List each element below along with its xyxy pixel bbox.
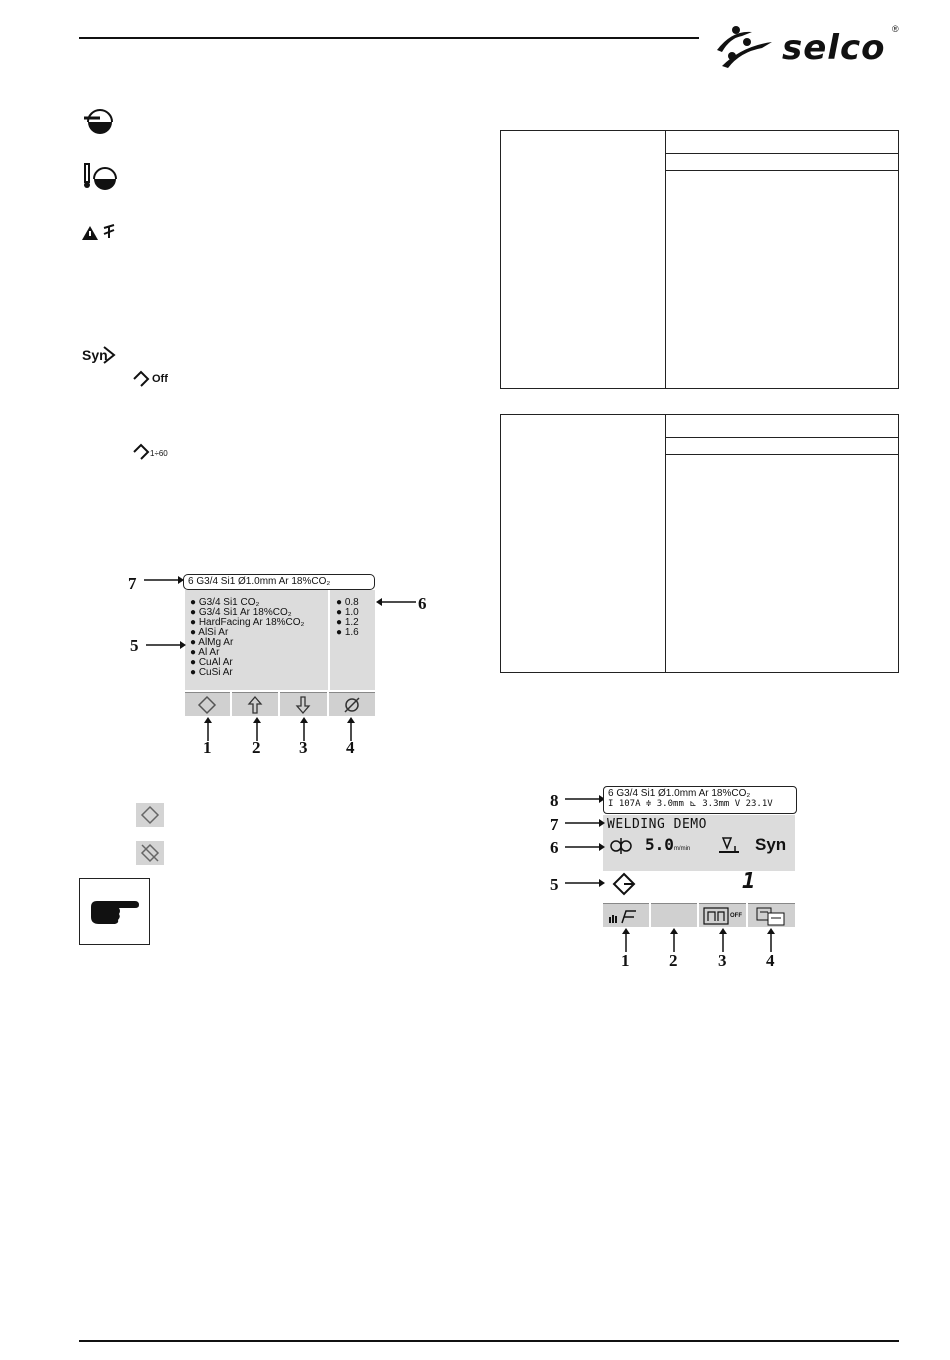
material-item: ● AlMg Ar	[190, 637, 234, 648]
material-item: ● Al Ar	[190, 647, 220, 658]
callout-5: 5	[130, 636, 139, 655]
callout-arrow-icon	[146, 639, 186, 651]
synergy-diamond-icon	[612, 872, 636, 896]
screen2-header	[603, 786, 797, 814]
syn-indicator: Syn	[755, 835, 787, 854]
syn-label: Syn	[82, 347, 108, 363]
coolant-temperature-icon	[82, 161, 118, 191]
wire-speed-value: 5.0m/min	[645, 835, 691, 854]
callout-arrow-icon	[565, 793, 605, 805]
diameter-item: ● 1.6	[336, 627, 359, 638]
selco-logo	[712, 22, 912, 72]
callout-5: 5	[550, 875, 559, 894]
callout-2: 2	[669, 951, 678, 970]
warning-fan-icon	[80, 222, 120, 244]
synergy-diamond-icon	[132, 443, 150, 463]
screen2-header-line2: I 107A ≑ 3.0mm ⊾ 3.3mm V 23.1V	[608, 799, 773, 809]
screen2-header-line1: 6 G3/4 Si1 Ø1.0mm Ar 18%CO₂	[608, 788, 751, 799]
off-tag: OFF	[730, 913, 742, 919]
logo-registered: ®	[892, 24, 899, 34]
softkey-diameter[interactable]	[329, 692, 375, 716]
softkey-up[interactable]	[232, 692, 278, 716]
synergy-off-item	[132, 370, 192, 390]
cancel-key-icon	[136, 841, 164, 865]
callout-arrow-icon	[376, 596, 416, 608]
setup-screens-icon	[756, 906, 786, 926]
footer-rule	[79, 1340, 899, 1342]
callout-arrow-icon	[668, 928, 680, 952]
program-title: WELDING DEMO	[607, 817, 707, 832]
callout-4: 4	[766, 951, 775, 970]
screen1-header-text: 6 G3/4 Si1 Ø1.0mm Ar 18%CO₂	[188, 576, 331, 587]
callout-3: 3	[299, 738, 308, 757]
diamond-enter-icon	[197, 695, 217, 715]
screen1-header	[183, 574, 375, 590]
callout-arrow-icon	[565, 877, 605, 889]
synergy-range-item	[132, 443, 192, 463]
callout-3: 3	[718, 951, 727, 970]
softkey-process[interactable]	[603, 903, 649, 927]
callout-arrow-icon	[765, 928, 777, 952]
callout-arrow-icon	[620, 928, 632, 952]
material-item: ● CuAl Ar	[190, 657, 233, 668]
callout-7: 7	[128, 574, 137, 593]
diameter-item: ● 0.8	[336, 597, 359, 608]
softkey-confirm[interactable]	[185, 692, 230, 716]
diameter-item: ● 1.0	[336, 607, 359, 618]
table-2-row-line	[665, 454, 899, 455]
table-1-row-line	[665, 153, 899, 154]
callout-arrow-icon	[565, 841, 605, 853]
callout-7: 7	[550, 815, 559, 834]
pointing-hand-icon	[89, 897, 141, 927]
material-item: ● CuSi Ar	[190, 667, 233, 678]
table-2	[500, 414, 899, 673]
logo-text: selco	[782, 28, 886, 68]
callout-8: 8	[550, 791, 559, 810]
off-label: Off	[152, 373, 168, 385]
pulse-icon	[703, 907, 729, 925]
synergy-icon	[82, 345, 118, 369]
softkey-empty[interactable]	[651, 903, 697, 927]
arrow-down-icon	[295, 695, 311, 715]
diameter-item: ● 1.2	[336, 617, 359, 628]
callout-6: 6	[418, 594, 427, 613]
material-item: ● HardFacing Ar 18%CO₂	[190, 617, 305, 628]
callout-1: 1	[203, 738, 212, 757]
header-rule	[79, 37, 699, 39]
callout-arrow-icon	[717, 928, 729, 952]
note-box	[79, 878, 150, 945]
torch-height-icon	[717, 836, 741, 854]
material-item: ● G3/4 Si1 Ar 18%CO₂	[190, 607, 292, 618]
callout-1: 1	[621, 951, 630, 970]
softkey-double-pulse[interactable]	[699, 903, 746, 927]
wire-feed-icon	[609, 838, 633, 854]
material-item: ● G3/4 Si1 CO₂	[190, 597, 260, 608]
callout-arrow-icon	[144, 574, 184, 586]
softkey-setup[interactable]	[748, 903, 795, 927]
table-1-row-line	[665, 170, 899, 171]
callout-2: 2	[252, 738, 261, 757]
table-2-row-line	[665, 437, 899, 438]
confirm-key-icon	[136, 803, 164, 827]
process-graph-icon	[608, 907, 638, 925]
synergy-diamond-icon	[132, 370, 150, 390]
range-label: 1÷60	[150, 449, 168, 458]
callout-arrow-icon	[565, 817, 605, 829]
coolant-level-icon	[82, 108, 118, 136]
material-item: ● AlSi Ar	[190, 627, 229, 638]
callout-4: 4	[346, 738, 355, 757]
table-1	[500, 130, 899, 389]
callout-6: 6	[550, 838, 559, 857]
softkey-down[interactable]	[280, 692, 327, 716]
diameter-icon	[342, 695, 362, 715]
arrow-up-icon	[247, 695, 263, 715]
program-number: 1	[742, 869, 756, 894]
